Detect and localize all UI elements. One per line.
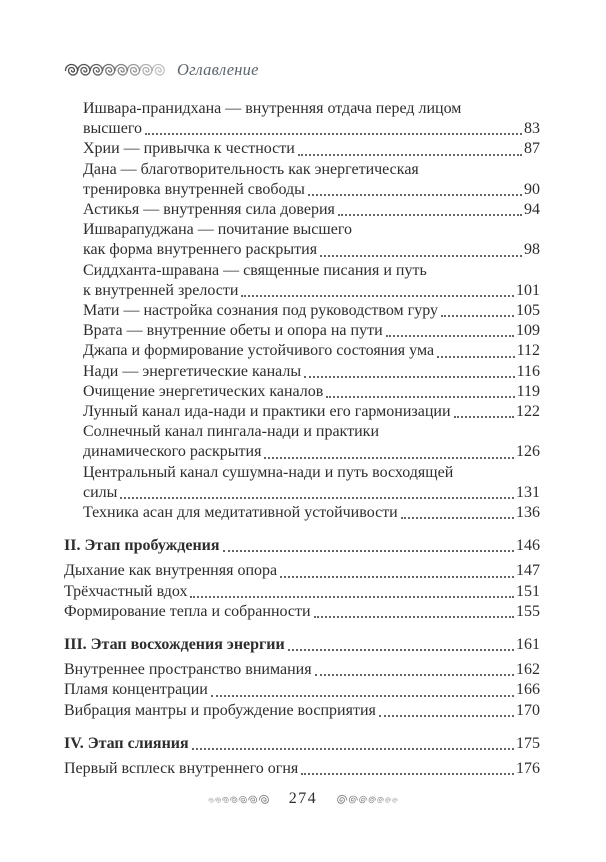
toc-entry <box>64 680 540 700</box>
dot-leader <box>441 315 514 317</box>
dot-leader <box>315 674 514 676</box>
toc-entry-text: Сиддханта-шравана — священные писания и путь <box>83 261 427 279</box>
toc-page-number: 151 <box>516 582 540 600</box>
toc-entry-text: Врата — внутренние обеты и опора на пути <box>83 322 383 340</box>
dot-leader <box>401 517 514 519</box>
toc-entry <box>64 99 540 139</box>
toc-entry-text: высшего <box>83 120 142 138</box>
toc-entry <box>64 341 540 361</box>
toc-page-number: 94 <box>524 201 540 219</box>
dot-leader <box>264 457 514 459</box>
dot-leader <box>379 715 514 717</box>
toc-entry-text: II. Этап пробуждения <box>64 537 220 555</box>
toc-entry <box>64 402 540 422</box>
toc-entry <box>64 701 540 721</box>
toc-section-heading <box>64 536 540 556</box>
toc-entry-text: как форма внутреннего раскрытия <box>83 241 318 259</box>
toc-entry-text: к внутренней зрелости <box>83 281 239 299</box>
dot-leader <box>190 596 514 598</box>
dot-leader <box>241 295 514 297</box>
dot-leader <box>304 376 514 378</box>
toc-page-number: 175 <box>516 734 540 752</box>
toc-entry-text: Дана — благотворительность как энергетическая <box>83 160 419 178</box>
toc-entry-text: Солнечный канал пингала-нади и практики <box>83 423 380 441</box>
toc-page-number: 161 <box>516 636 540 654</box>
toc-section-heading <box>64 635 540 655</box>
toc-entry <box>64 301 540 321</box>
toc-page-number: 87 <box>524 140 540 158</box>
toc-page-number: 119 <box>516 382 540 400</box>
dot-leader <box>437 356 515 358</box>
dot-leader <box>308 194 522 196</box>
dot-leader <box>223 550 514 552</box>
dot-leader <box>288 649 514 651</box>
toc-page-number: 155 <box>516 602 540 620</box>
dot-leader <box>326 396 514 398</box>
toc-entry-text: Ишварапуджана — почитание высшего <box>83 221 352 239</box>
toc-page-number: 170 <box>516 701 540 719</box>
toc-entry-text: силы <box>83 483 118 501</box>
page-footer <box>0 790 606 808</box>
toc-entry-text: Астикья — внутренняя сила доверия <box>83 201 335 219</box>
toc-entry-text: Хрии — привычка к честности <box>83 140 295 158</box>
toc-page-number: 116 <box>516 362 540 380</box>
toc-entry-text: Формирование тепла и собранности <box>64 602 311 620</box>
toc-page-number: 105 <box>516 302 540 320</box>
toc-list <box>64 99 540 779</box>
toc-entry-text: Очищение энергетических каналов <box>83 382 324 400</box>
toc-entry-text: III. Этап восхождения энергии <box>64 636 285 654</box>
dot-leader <box>298 154 522 156</box>
dot-leader <box>320 255 522 257</box>
toc-page-number: 147 <box>516 562 540 580</box>
toc-entry <box>64 139 540 159</box>
toc-entry <box>64 382 540 402</box>
toc-entry <box>64 660 540 680</box>
toc-entry-text: динамического раскрытия <box>83 443 262 461</box>
toc-entry-text: тренировка внутренней свободы <box>83 180 305 198</box>
toc-entry <box>64 362 540 382</box>
dot-leader <box>211 695 514 697</box>
toc-page-number: 162 <box>516 661 540 679</box>
toc-page-number: 166 <box>516 681 540 699</box>
dot-leader <box>145 133 522 135</box>
toc-page-number: 122 <box>516 403 540 421</box>
toc-entry-text: Дыхание как внутренняя опора <box>64 562 278 580</box>
footer-page-number: 274 <box>288 790 318 808</box>
toc-section-heading <box>64 734 540 754</box>
toc-page-number: 146 <box>516 537 540 555</box>
dot-leader <box>314 616 514 618</box>
toc-entry <box>64 561 540 581</box>
toc-entry <box>64 261 540 301</box>
toc-entry <box>64 582 540 602</box>
toc-page-number: 98 <box>524 241 540 259</box>
toc-entry <box>64 220 540 260</box>
toc-entry <box>64 503 540 523</box>
toc-page-number: 101 <box>516 281 540 299</box>
dot-leader <box>454 416 514 418</box>
toc-entry <box>64 463 540 503</box>
toc-entry <box>64 160 540 200</box>
toc-entry-text: Лунный канал ида-нади и практики его гармонизации <box>83 403 451 421</box>
dot-leader <box>280 576 514 578</box>
footer-left-scroll-flourish-icon <box>208 793 272 805</box>
toc-entry <box>64 602 540 622</box>
toc-entry-text: Вибрация мантры и пробуждение восприятия <box>64 701 376 719</box>
toc-entry-text: Нади — энергетические каналы <box>83 362 302 380</box>
dot-leader <box>338 214 522 216</box>
toc-page-number: 126 <box>516 443 540 461</box>
toc-entry-text: Пламя концентрации <box>64 681 208 699</box>
dot-leader <box>120 497 514 499</box>
toc-page-number: 109 <box>516 322 540 340</box>
toc-page-number: 112 <box>516 342 540 360</box>
toc-page-number: 90 <box>524 180 540 198</box>
toc-page-number: 136 <box>516 504 540 522</box>
toc-entry <box>64 200 540 220</box>
toc-entry-text: Ишвара-пранидхана — внутренняя отдача перед лицом <box>83 100 462 117</box>
toc-entry-text: Джапа и формирование устойчивого состояния ума <box>83 342 435 360</box>
footer-right-scroll-flourish-icon <box>334 793 398 805</box>
toc-page-number: 131 <box>516 483 540 501</box>
dot-leader <box>301 773 514 775</box>
page-header <box>64 57 540 83</box>
toc-entry-text: Первый всплеск внутреннего огня <box>64 760 299 778</box>
toc-entry-text: Техника асан для медитативной устойчивости <box>83 504 398 522</box>
header-scroll-flourish-icon <box>64 62 166 79</box>
toc-entry <box>64 422 540 462</box>
toc-entry-text: Центральный канал сушумна-нади и путь восходящей <box>83 463 454 481</box>
toc-page-number: 83 <box>524 120 540 138</box>
dot-leader <box>192 748 514 750</box>
toc-entry-text: Трёхчастный вдох <box>64 582 188 600</box>
toc-entry <box>64 759 540 779</box>
toc-page-number: 176 <box>516 760 540 778</box>
page-title: Оглавление <box>177 60 259 79</box>
toc-entry-text: Внутреннее пространство внимания <box>64 661 312 679</box>
toc-entry-text: Мати — настройка сознания под руководством гуру <box>83 302 439 320</box>
toc-entry <box>64 321 540 341</box>
toc-entry-text: IV. Этап слияния <box>64 734 189 752</box>
dot-leader <box>386 335 514 337</box>
